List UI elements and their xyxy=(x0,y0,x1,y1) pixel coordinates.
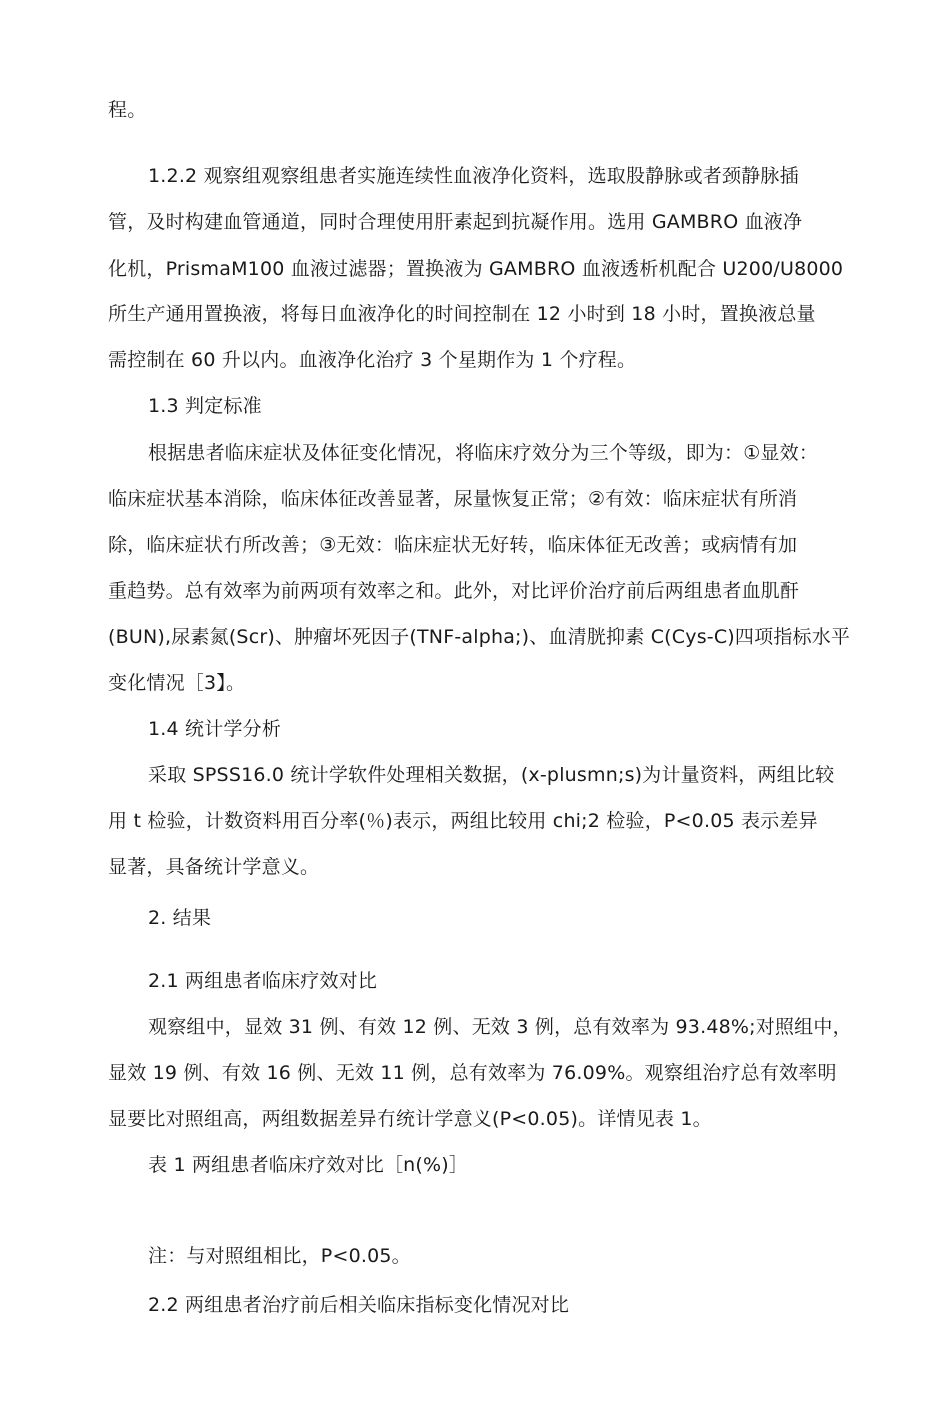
text-line: 重趋势。总有效率为前两项有效率之和。此外，对比评价治疗前后两组患者血肌酐 xyxy=(108,580,800,602)
text-line: (BUN),尿素氮(Scr)、肿瘤坏死因子(TNF-alpha;)、血清胱抑素 C(Cys-C)四项指标水平 xyxy=(108,626,851,648)
text-line: 除，临床症状冇所改善；③无效：临床症状无好转，临床体征无改善；或病情有加 xyxy=(108,534,798,556)
statistics-paragraph-line: 采取 SPSS16.0 统计学软件处理相关数据，(x-plusmn;s)为计量资料，两组比较 xyxy=(148,764,835,786)
text-line: 管，及时构建血管通道，同时合理使用肝素起到抗凝作用。选用 GAMBRO 血液净 xyxy=(108,211,803,233)
text-line: 化机，PrismaM100 血液过滤器；置换液为 GAMBRO 血液透析机配合 U200/U8000 xyxy=(108,258,844,280)
text-line: 显要比对照组高，两组数据差异冇统计学意义(P<0.05)。详情见表 1。 xyxy=(108,1108,712,1130)
text-line: 显著，具备统计学意义。 xyxy=(108,856,320,878)
section-heading-2-2: 2.2 两组患者治疗前后相关临床指标变化情况对比 xyxy=(148,1294,570,1316)
table-caption: 表 1 两组患者临床疗效对比［n(%)］ xyxy=(148,1154,469,1176)
section-heading-1-4: 1.4 统计学分析 xyxy=(148,718,282,740)
section-heading-2-1: 2.1 两组患者临床疗效对比 xyxy=(148,970,378,992)
section-1-2-2-paragraph-line: 1.2.2 观察组观察组患者实施连续性血液净化资料，选取股静脉或者颈静脉插 xyxy=(148,165,799,187)
text-line: 显效 19 例、有效 16 例、无效 11 例，总有效率为 76.09%。观察组治疗总有效率明 xyxy=(108,1062,837,1084)
results-paragraph-line: 观察组中，显效 31 例、有效 12 例、无效 3 例，总有效率为 93.48%;对照组中， xyxy=(148,1016,852,1038)
text-line: 用 t 检验，计数资料用百分率(％)表示，两组比较用 chi;2 检验，P<0.05 表示差异 xyxy=(108,810,818,832)
criteria-paragraph-line: 根据患者临床症状及体征变化情况，将临床疗效分为三个等级，即为：①显效： xyxy=(148,442,819,464)
section-heading-2: 2. 结果 xyxy=(148,907,212,929)
text-line: 变化情况［3】。 xyxy=(108,672,246,694)
text-line: 所生产通用置换液，将每日血液净化的时间控制在 12 小时到 18 小时，置换液总量 xyxy=(108,303,816,325)
text-line: 临床症状基本消除，临床体征改善显著，尿量恢复正常；②有效：临床症状有所消 xyxy=(108,488,798,510)
table-note: 注：与对照组相比，P<0.05。 xyxy=(148,1245,411,1267)
text-line: 需控制在 60 升以内。血液净化治疗 3 个星期作为 1 个疗程。 xyxy=(108,349,637,371)
text-line: 程。 xyxy=(108,99,147,121)
section-heading-1-3: 1.3 判定标准 xyxy=(148,395,262,417)
